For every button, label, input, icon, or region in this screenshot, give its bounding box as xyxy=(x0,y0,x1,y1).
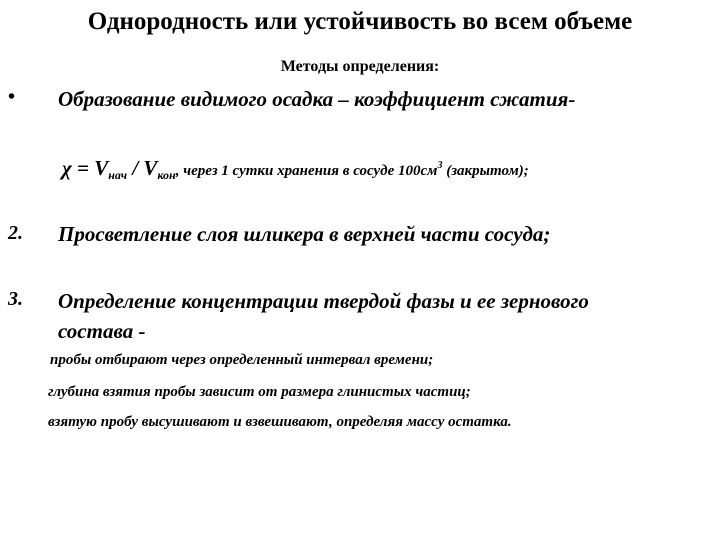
formula-sub-end: кон xyxy=(157,168,176,182)
chi-symbol: χ xyxy=(62,156,72,180)
note-sampling-interval: пробы отбирают через определенный интервал времени; xyxy=(50,352,434,368)
page-title: Однородность или устойчивость во всем объеме xyxy=(87,8,633,35)
note-sampling-depth: глубина взятия пробы зависит от размера глинистых частиц; xyxy=(48,384,471,400)
method-3-line1: Определение концентрации твердой фазы и ее зернового xyxy=(58,289,589,313)
formula-eq: = V xyxy=(71,156,109,180)
item-3-marker: 3. xyxy=(8,288,23,310)
formula-sub-start: нач xyxy=(108,168,128,182)
method-2-text: Просветление слоя шликера в верхней части сосуда; xyxy=(58,222,551,246)
item-2-marker: 2. xyxy=(8,222,23,244)
formula-sup: 3 xyxy=(437,160,443,171)
compression-formula xyxy=(62,156,529,183)
bullet-marker: • xyxy=(8,86,16,108)
formula-slash: / V xyxy=(127,156,158,180)
method-1-text: Образование видимого осадка – коэффициент сжатия- xyxy=(58,87,576,111)
formula-end: (закрытом); xyxy=(442,163,529,179)
formula-tail: , через 1 сутки хранения в сосуде 100см xyxy=(175,163,438,179)
methods-heading: Методы определения: xyxy=(280,58,440,75)
method-3-line2: состава - xyxy=(58,319,146,343)
note-drying-weighing: взятую пробу высушивают и взвешивают, определяя массу остатка. xyxy=(48,414,512,430)
